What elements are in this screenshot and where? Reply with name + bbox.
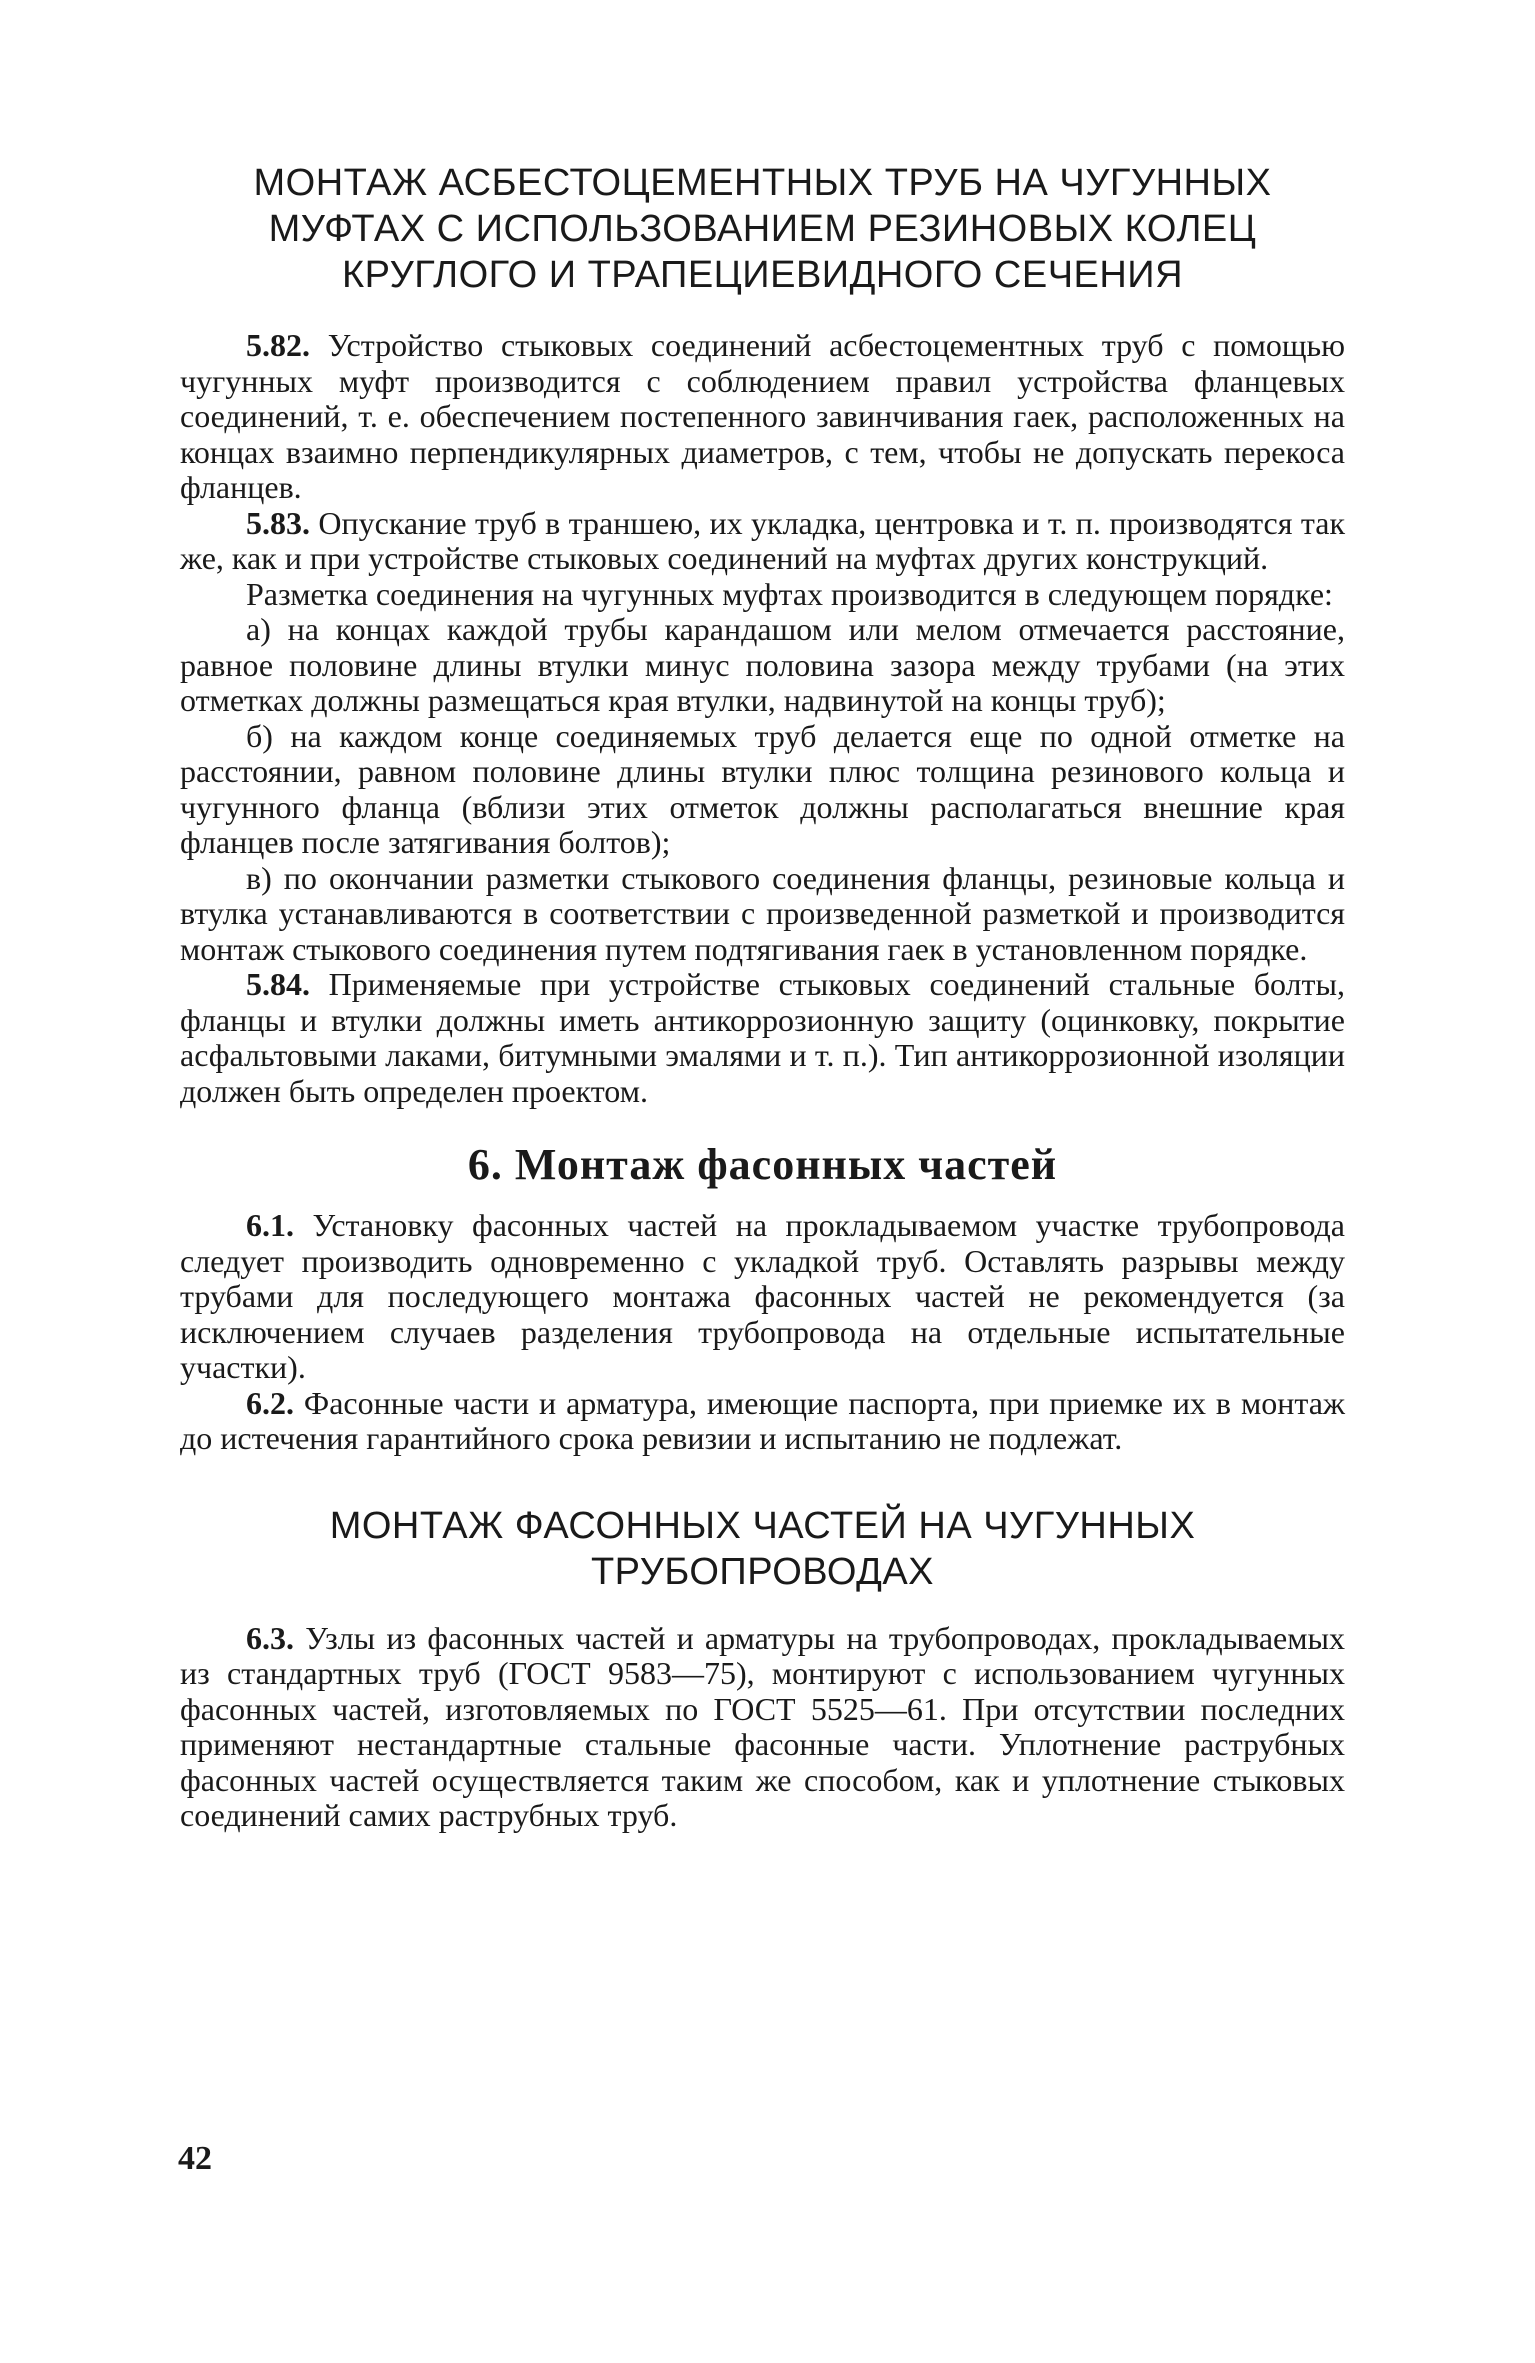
paragraph-text: Применяемые при устройстве стыковых соединений стальные болты, фланцы и втулки должны иметь антикоррозионную защиту (оцинковку, покрытие асфальтовыми лаками, битумными эмалями и т. п.). Тип антикоррозионной изоляции должен быть определен проектом.: [180, 966, 1345, 1109]
paragraph-text: а) на концах каждой трубы карандашом или мелом отмечается расстояние, равное половине длины втулки минус половина зазора между трубами (на этих отметках должны размещаться края втулки, надвинутой на концы труб);: [180, 611, 1345, 718]
clause-number: 5.83.: [246, 504, 310, 541]
section-heading-fittings: [180, 1503, 1345, 1595]
list-item-a: [180, 612, 1345, 719]
paragraph-text: Установку фасонных частей на прокладываемом участке трубопровода следует производить одновременно с укладкой труб. Оставлять разрывы между трубами для последующего монтажа фасонных частей не рекомендуется (за исключением случаев разделения трубопровода на отдельные испытательные участки).: [180, 1207, 1345, 1385]
list-item-v: [180, 861, 1345, 968]
page-number: 42: [178, 2140, 212, 2177]
paragraph-5-82: [180, 328, 1345, 506]
paragraph-text: Устройство стыковых соединений асбестоцементных труб с помощью чугунных муфт производится с соблюдением правил устройства фланцевых соединений, т. е. обеспечением постепенного завинчивания гаек, расположенных на концах взаимно перпендикулярных диаметров, с тем, чтобы не допускать перекоса фланцев.: [180, 327, 1345, 505]
clause-number: 5.82.: [246, 327, 310, 363]
paragraph-5-84: [180, 967, 1345, 1109]
paragraph-5-83: [180, 506, 1345, 577]
heading-line: КРУГЛОГО И ТРАПЕЦИЕВИДНОГО СЕЧЕНИЯ: [341, 254, 1184, 296]
paragraph-6-1: [180, 1208, 1345, 1386]
section-heading-asbestos: [180, 160, 1345, 298]
paragraph-text: Фасонные части и арматура, имеющие паспорта, при приемке их в монтаж до истечения гарантийного срока ревизии и испытанию не подлежат.: [180, 1384, 1345, 1456]
page-content: [180, 160, 1345, 1834]
list-item-b: [180, 719, 1345, 861]
heading-line: МУФТАХ С ИСПОЛЬЗОВАНИЕМ РЕЗИНОВЫХ КОЛЕЦ: [268, 208, 1257, 250]
paragraph-text: Разметка соединения на чугунных муфтах производится в следующем порядке:: [246, 575, 1333, 612]
paragraph-text: Узлы из фасонных частей и арматуры на трубопроводах, прокладываемых из стандартных труб (ГОСТ 9583—75), монтируют с использованием чугунных фасонных частей, изготовляемых по ГОСТ 5525—61. При отсутствии последних применяют нестандартные стальные фасонные части. Уплотнение раструбных фасонных частей осуществляется таким же способом, как и уплотнение стыковых соединений самих раструбных труб.: [180, 1619, 1345, 1833]
paragraph-6-3: [180, 1621, 1345, 1834]
paragraph-text: б) на каждом конце соединяемых труб делается еще по одной отметке на расстоянии, равном половине длины втулки плюс толщина резинового кольца и чугунного фланца (вблизи этих отметок должны располагаться внешние края фланцев после затягивания болтов);: [180, 717, 1345, 860]
chapter-title: 6. Монтаж фасонных частей: [467, 1140, 1058, 1189]
paragraph-text: Опускание труб в траншею, их укладка, центровка и т. п. производятся так же, как и при устройстве стыковых соединений на муфтах других конструкций.: [180, 504, 1345, 576]
clause-number: 6.3.: [246, 1619, 294, 1656]
clause-number: 6.1.: [246, 1207, 294, 1243]
heading-line: МОНТАЖ АСБЕСТОЦЕМЕНТНЫХ ТРУБ НА ЧУГУННЫХ: [253, 162, 1272, 204]
paragraph-6-2: [180, 1386, 1345, 1457]
paragraph-marking-intro: [180, 577, 1345, 613]
paragraph-text: в) по окончании разметки стыкового соединения фланцы, резиновые кольца и втулка устанавливаются в соответствии с произведенной разметкой и производится монтаж стыкового соединения путем подтягивания гаек в установленном порядке.: [180, 859, 1345, 967]
clause-number: 6.2.: [246, 1384, 294, 1421]
heading-line: ТРУБОПРОВОДАХ: [590, 1550, 935, 1593]
clause-number: 5.84.: [246, 966, 310, 1002]
heading-line: МОНТАЖ ФАСОННЫХ ЧАСТЕЙ НА ЧУГУННЫХ: [329, 1504, 1196, 1547]
